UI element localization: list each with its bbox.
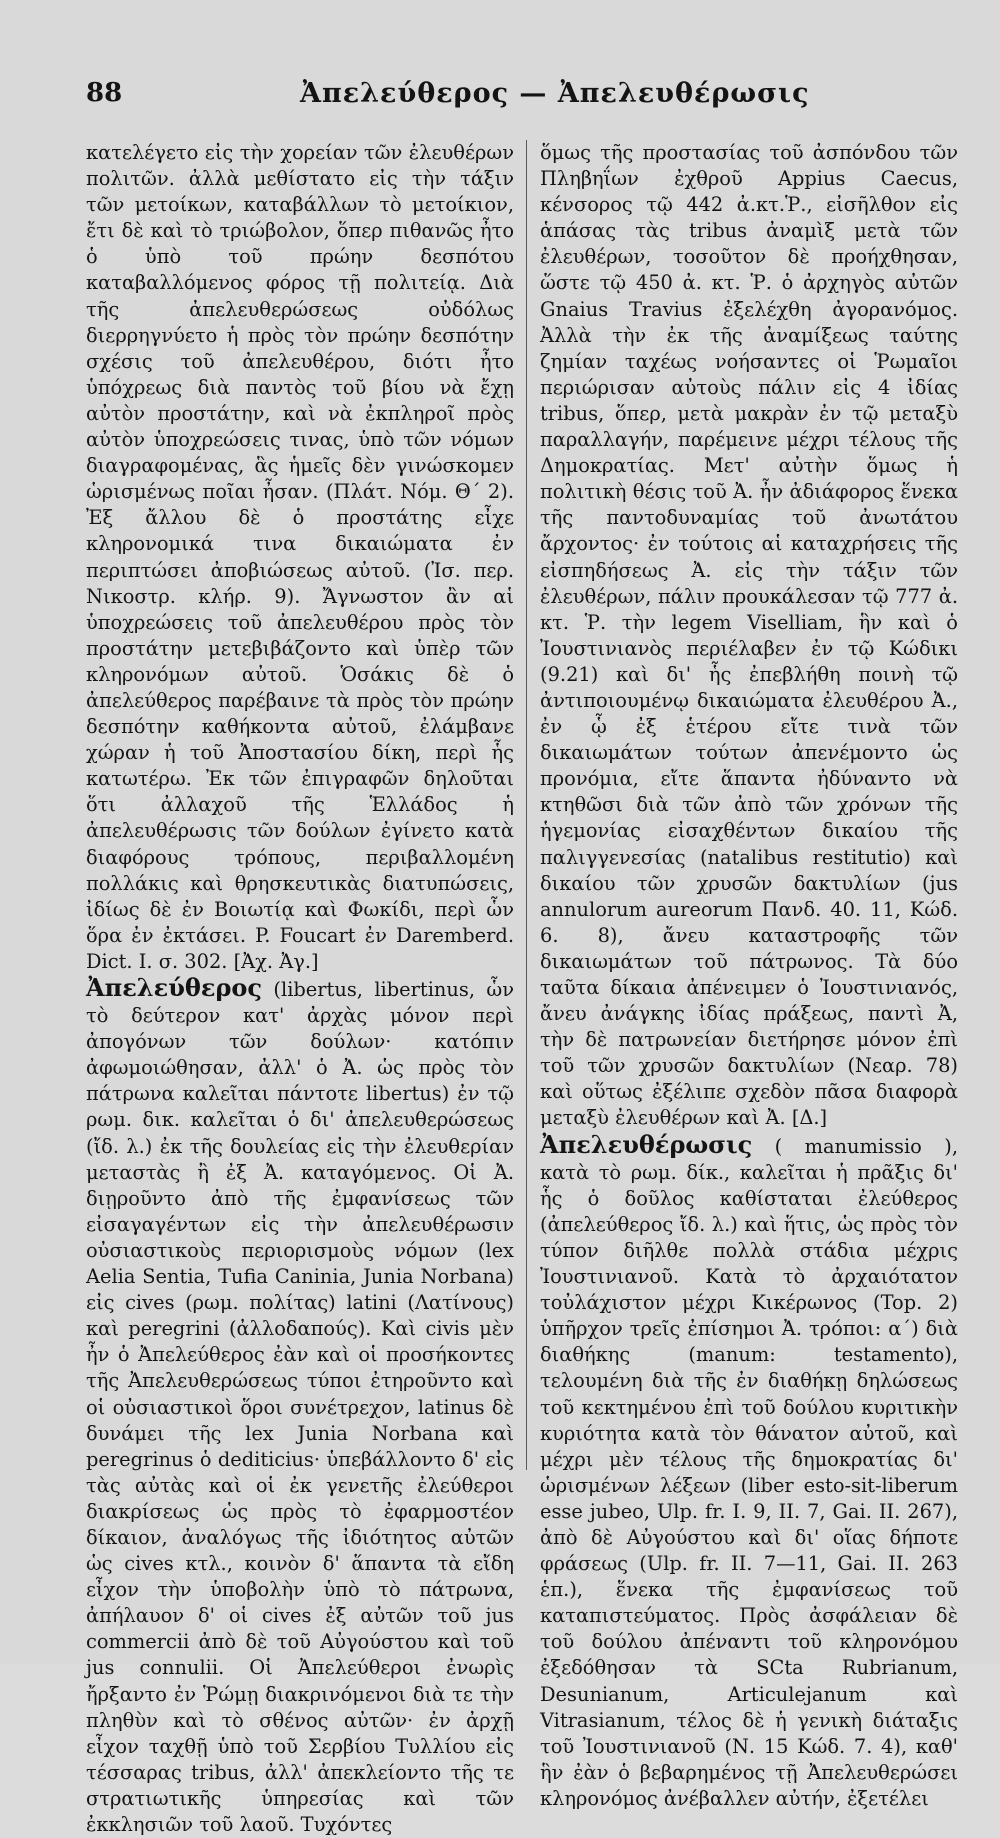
entry-body: ( manumissio ), κατὰ τὸ ρωμ. δίκ., καλεῖται ἡ πρᾶξις δι' ἧς ὁ δοῦλος καθίσταται ἐλεύθερος (ἀπελεύθερος ἴδ. λ.) καὶ ἥτις, ὡς πρὸς τὸν τύπον διῆλθε πολλὰ στάδια μέχρις Ἰουστινιανοῦ. Κατὰ τὸ ἀρχαιότατον τοὐλάχιστον μέχρι Κικέρωνος (Top. 2) ὑπῆρχον τρεῖς ἐπίσημοι Ἀ. τρόποι: α΄) διὰ διαθήκης (manum: testamento), τελουμένη διὰ τῆς ἐν διαθήκῃ δηλώσεως τοῦ κεκτημένου ἐπὶ τοῦ δούλου κυριτικὴν κυριότητα κατὰ τὸν θάνατον αὐτοῦ, καὶ μέχρι μὲν τέλους τῆς δημοκρατίας δι' ὡρισμένων λέξεων (liber esto-sit-liberum esse jubeo, Ulp. fr. I. 9, II. 7, Gai. II. 267), ἀπὸ δὲ Αὐγούστου καὶ δι' οἵας δήποτε φράσεως (Ulp. fr. II. 7—11, Gai. II. 263 ἑπ.), ἕνεκα τῆς ἐμφανίσεως τοῦ καταπιστεύματος. Πρὸς ἀσφάλειαν δὲ τοῦ δούλου ἀπέναντι τοῦ κληρονόμου ἐξεδόθησαν τὰ SCta Rubrianum, Desunianum, Articulejanum καὶ Vitrasianum, τέλος δὲ ἡ γενικὴ διάταξις τοῦ Ἰουστινιανοῦ (Ν. 15 Κώδ. 7. 4), καθ' ἣν ἐὰν ὁ βεβαρημένος τῇ Ἀπελευθερώσει κληρονόμος ἀνέβαλλεν αὐτήν, ἐξετέλει: [540, 1134, 958, 1810]
page-number: 88: [86, 78, 123, 108]
running-title: Ἀπελεύθερος — Ἀπελευθέρωσις: [300, 78, 810, 109]
entry-apeleutheros: [86, 975, 514, 1838]
entry-continuation-text: κατελέγετο εἰς τὴν χορείαν τῶν ἐλευθέρων πολιτῶν. ἀλλὰ μεθίστατο εἰς τὴν τάξιν τῶν μετοίκων, καταβάλλων τὸ μετοίκιον, ἔτι δὲ καὶ τὸ τριώβολον, ὅπερ πιθανῶς ἦτο ὁ ὑπὸ τοῦ πρώην δεσπότου καταβαλλόμενος φόρος τῇ πολιτείᾳ. Διὰ τῆς ἀπελευθερώσεως οὐδόλως διερρηγνύετο ἡ πρὸς τὸν πρώην δεσπότην σχέσις τοῦ ἀπελευθέρου, διότι ἦτο ὑπόχρεως διὰ παντὸς τοῦ βίου νὰ ἔχῃ αὐτὸν προστάτην, καὶ νὰ ἐκπληροῖ πρὸς αὐτὸν ὑποχρεώσεις τινας, ὑπὸ τῶν νόμων διαγραφομένας, ἃς ἡμεῖς δὲν γινώσκομεν ὡρισμένως ποῖαι ἦσαν. (Πλάτ. Νόμ. Θ΄ 2). Ἐξ ἄλλου δὲ ὁ προστάτης εἶχε κληρονομικά τινα δικαιώματα ἐν περιπτώσει ἀποβιώσεως αὐτοῦ. (Ἰσ. περ. Νικοστρ. κλήρ. 9). Ἄγνωστον ἂν αἱ ὑποχρεώσεις τοῦ ἀπελευθέρου πρὸς τὸν προστάτην μετεβιβάζοντο καὶ ὑπὲρ τῶν κληρονόμων αὐτοῦ. Ὁσάκις δὲ ὁ ἀπελεύθερος παρέβαινε τὰ πρὸς τὸν πρώην δεσπότην καθήκοντα αὐτοῦ, ἐλάμβανε χώραν ἡ τοῦ Ἀποστασίου δίκη, περὶ ἧς κατωτέρω. Ἐκ τῶν ἐπιγραφῶν δηλοῦται ὅτι ἀλλαχοῦ τῆς Ἑλλάδος ἡ ἀπελευθέρωσις τῶν δούλων ἐγίνετο κατὰ διαφόρους τρόπους, περιβαλλομένη πολλάκις καὶ θρησκευτικὰς διατυπώσεις, ἰδίως δὲ ἐν Βοιωτίᾳ καὶ Φωκίδι, περὶ ὧν ὅρα ἐν ἐκτάσει. P. Foucart ἐν Daremberd. Dict. I. σ. 302. [Ἀχ. Ἀγ.]: [86, 141, 514, 973]
entry-apeleutherosis: [540, 1129, 958, 1812]
entry-continuation-text: ὅμως τῆς προστασίας τοῦ ἀσπόνδου τῶν Πληβηΐων ἐχθροῦ Appius Caecus, κένσορος τῷ 442 ἀ.κτ.Ῥ., εἰσῆλθον εἰς ἁπάσας τὰς tribus ἀναμὶξ μετὰ τῶν ἐλευθέρων, τοσοῦτον δὲ προήχθησαν, ὥστε τῷ 450 ἀ. κτ. Ῥ. ὁ ἀρχηγὸς αὐτῶν Gnaius Travius ἐξελέχθη ἀγορανόμος. Ἀλλὰ τὴν ἐκ τῆς ἀναμίξεως ταύτης ζημίαν ταχέως νοήσαντες οἱ Ῥωμαῖοι περιώρισαν αὐτοὺς πάλιν εἰς 4 ἰδίας tribus, ὅπερ, μετὰ μακρὰν ἐν τῷ μεταξὺ παραλλαγήν, παρέμεινε μέχρι τέλους τῆς Δημοκρατίας. Μετ' αὐτὴν ὅμως ἡ πολιτικὴ θέσις τοῦ Ἀ. ἦν ἀδιάφορος ἕνεκα τῆς παντοδυναμίας τοῦ ἀνωτάτου ἄρχοντος· ἐν τούτοις αἱ καταχρήσεις τῆς εἰσπηδήσεως Ἀ. εἰς τὴν τάξιν τῶν ἐλευθέρων, πάλιν προυκάλεσαν τῷ 777 ἀ. κτ. Ῥ. τὴν legem Viselliam, ἣν καὶ ὁ Ἰουστινιανὸς περιέλαβεν ἐν τῷ Κώδικι (9.21) καὶ δι' ἧς ἐπεβλήθη ποινὴ τῷ ἀντιποιουμένῳ δικαιώματα ἐλευθέρου Ἀ., ἐν ᾧ ἐξ ἑτέρου εἴτε τινὰ τῶν δικαιωμάτων τούτων ἀπενέμοντο ὡς προνόμια, εἴτε ἅπαντα ἠδύναντο νὰ κτηθῶσι διὰ τῶν ἀπὸ τῶν χρόνων τῆς ἡγεμονίας εἰσαχθέντων δικαίου τῆς παλιγγενεσίας (natalibus restitutio) καὶ δικαίου τῶν χρυσῶν δακτυλίων (jus annulorum aureorum Πανδ. 40. 11, Κώδ. 6. 8), ἄνευ καταστροφῆς τῶν δικαιωμάτων τοῦ πάτρωνος. Τὰ δύο ταῦτα δίκαια ἀπένειμεν ὁ Ἰουστινιανός, ἄνευ ἀνάγκης ἰδίας πράξεως, παντὶ Ἀ, τὴν δὲ πατρωνείαν διετήρησε μόνον ἐπὶ τοῦ τῶν χρυσῶν δακτυλίων (Νεαρ. 78) καὶ οὕτως ἐξέλιπε σχεδὸν πᾶσα διαφορὰ μεταξὺ ἐλευθέρων καὶ Ἀ. [Δ.]: [540, 141, 958, 1130]
entry-body: (libertus, libertinus, ὧν τὸ δεύτερον κατ' ἀρχὰς μόνον περὶ ἀπογόνων τῶν δούλων· κατόπιν ἀφωμοιώθησαν, ἀλλ' ὁ Ἀ. ὡς πρὸς τὸν πάτρωνα καλεῖται πάντοτε libertus) ἐν τῷ ρωμ. δικ. καλεῖται ὁ δι' ἀπελευθερώσεως (ἴδ. λ.) ἐκ τῆς δουλείας εἰς τὴν ἐλευθερίαν μεταστὰς ἢ ἐξ Ἀ. καταγόμενος. Οἱ Ἀ. διῃροῦντο ἀπὸ τῆς ἐμφανίσεως τῶν εἰσαγαγέντων εἰς τὴν ἀπελευθέρωσιν οὐσιαστικοὺς περιορισμοὺς νόμων (lex Aelia Sentia, Tufia Caninia, Junia Norbana) εἰς cives (ρωμ. πολίτας) latini (Λατίνους) καὶ peregrini (ἀλλοδαπούς). Καὶ civis μὲν ἦν ὁ Ἀπελεύθερος ἐὰν καὶ οἱ προσήκοντες τῆς Ἀπελευθερώσεως τύποι ἐτηροῦντο καὶ οἱ οὐσιαστικοὶ ὅροι συνέτρεχον, latinus δὲ δυνάμει τῆς lex Junia Norbana καὶ peregrinus ὁ dediticius· ὑπεβάλλοντο δ' εἰς τὰς αὐτὰς καὶ οἱ ἐκ γενετῆς ἐλεύθεροι διακρίσεως ὡς πρὸς τὸ ἐφαρμοστέον δίκαιον, ἀναλόγως τῆς ἰδιότητος αὐτῶν ὡς cives κτλ., κοινὸν δ' ἅπαντα τὰ εἴδη εἶχον τὴν ὑποβολὴν ὑπὸ τὸ πάτρωνα, ἀπήλαυον δ' οἱ cives ἐξ αὐτῶν τοῦ jus commercii ἀπὸ δὲ τοῦ Αὐγούστου καὶ τοῦ jus connulii. Οἱ Ἀπελεύθεροι ἐνωρὶς ἤρξαντο ἐν Ῥώμῃ διακρινόμενοι διὰ τε τὴν πληθὺν καὶ τὸ σθένος αὐτῶν· ἐν ἀρχῇ εἶχον ταχθῇ ὑπὸ τοῦ Σερβίου Τυλλίου εἰς τέσσαρας tribus, ἀλλ' ἀπεκλείοντο τῆς τε στρατιωτικῆς ὑπηρεσίας καὶ τῶν ἐκκλησιῶν τοῦ λαοῦ. Τυχόντες: [86, 978, 514, 1836]
entry-headword: Ἀπελεύθερος: [86, 973, 263, 1002]
right-column: [540, 140, 958, 1812]
entry-headword: Ἀπελευθέρωσις: [540, 1129, 753, 1159]
left-column: [86, 140, 514, 1838]
column-divider: [526, 140, 527, 1470]
page-header: [0, 78, 1000, 118]
